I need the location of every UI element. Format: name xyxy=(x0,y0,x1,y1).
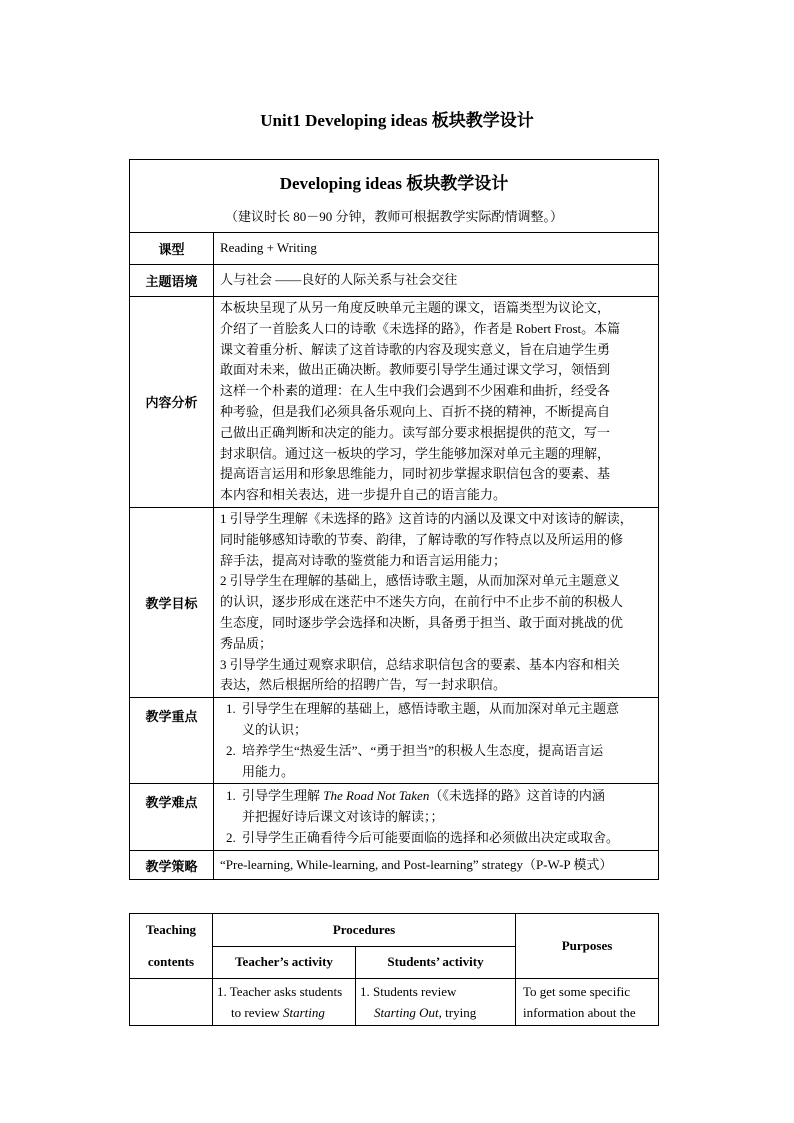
text-line: 敢面对未来，做出正确决断。教师要引导学生通过课文学习，领悟到 xyxy=(220,362,611,378)
text-line: 本板块呈现了从另一角度反映单元主题的课文，语篇类型为议论文， xyxy=(220,300,611,315)
text-line: 这样一个朴素的道理：在人生中我们会遇到不少困难和曲折，经受各 xyxy=(220,383,611,399)
text-line: 同时能够感知诗歌的节奏、韵律，了解诗歌的写作特点以及所运用的修 xyxy=(220,531,624,547)
suggested-duration: （建议时长 80－90 分钟，教师可根据教学实际酌情调整。） xyxy=(224,209,563,224)
item-number: 1. xyxy=(226,701,236,717)
teacher-activity-header: Teacher’s activity xyxy=(213,946,356,979)
teacher-activity-cell xyxy=(213,979,356,1026)
strategy-value: “Pre-learning, While-learning, and Post-learning” strategy（P-W-P 模式） xyxy=(214,851,659,880)
text-line: 提高语言运用和形象思维能力，同时初步掌握求职信包含的要素、基 xyxy=(220,466,611,482)
procedures-table xyxy=(129,913,659,1026)
text-line: 用能力。 xyxy=(242,763,295,779)
text-line: 介绍了一首脍炙人口的诗歌《未选择的路》，作者是 Robert Frost。本篇 xyxy=(220,320,621,336)
theme-label: 主题语境 xyxy=(130,265,214,297)
purposes-header: Purposes xyxy=(516,914,659,979)
cell-text: information about the xyxy=(523,1005,636,1020)
item-number: 2. xyxy=(226,742,236,758)
text-line: 1 引导学生理解《未选择的路》这首诗的内涵以及课文中对该诗的解读， xyxy=(220,510,633,526)
cell-text: 1. Teacher asks students xyxy=(217,984,343,999)
cell-text: , trying xyxy=(438,1005,477,1020)
difficulties-label: 教学难点 xyxy=(130,784,214,851)
theme-value: 人与社会 ——良好的人际关系与社会交往 xyxy=(214,265,659,297)
text-line: 秀品质； xyxy=(220,635,273,651)
item-text: （《未选择的路》这首诗的内涵 xyxy=(429,788,605,804)
text-line: 辞手法，提高对诗歌的鉴赏能力和语言运用能力； xyxy=(220,552,507,568)
key-point-item xyxy=(220,741,652,783)
cell-text: Starting xyxy=(282,1005,325,1020)
table-title: Developing ideas 板块教学设计 xyxy=(279,174,509,193)
procedures-header: Procedures xyxy=(213,914,516,947)
poem-title: The Road Not Taken xyxy=(323,788,430,804)
document-title: Unit1 Developing ideas 板块教学设计 xyxy=(260,111,534,130)
item-text: 并把握好诗后课文对该诗的解读；； xyxy=(242,808,444,824)
header-text: Teaching xyxy=(145,922,197,937)
key-points-content xyxy=(214,698,659,784)
text-line: 封求职信。通过这一板块的学习，学生能够加深对单元主题的理解， xyxy=(220,445,611,461)
strategy-label: 教学策略 xyxy=(130,851,214,880)
text-line: 2 引导学生在理解的基础上，感悟诗歌主题，从而加深对单元主题意义 xyxy=(220,573,620,589)
lesson-design-table xyxy=(129,159,659,880)
text-line: 培养学生“热爱生活”、“勇于担当”的积极人生态度，提高语言运 xyxy=(242,742,604,758)
item-number: 1. xyxy=(226,788,236,804)
objectives-label: 教学目标 xyxy=(130,507,214,697)
teaching-contents-header xyxy=(130,914,213,979)
difficulty-item xyxy=(220,786,652,828)
item-number: 2. xyxy=(226,829,236,845)
text-line: 生态度，同时逐步学会选择和决断，具备勇于担当、敢于面对挑战的优 xyxy=(220,614,624,630)
difficulties-content xyxy=(214,784,659,851)
table-title-cell xyxy=(130,160,659,233)
cell-text: To get some specific xyxy=(523,984,631,999)
item-text: 引导学生正确看待今后可能要面临的选择和必须做出决定或取舍。 xyxy=(242,829,620,845)
students-activity-header: Students’ activity xyxy=(356,946,516,979)
key-points-label: 教学重点 xyxy=(130,698,214,784)
analysis-content xyxy=(214,297,659,508)
text-line: 种考验，但是我们必须具备乐观向上、百折不挠的精神，不断提高自 xyxy=(220,403,611,419)
cell-text: to review xyxy=(231,1005,283,1020)
purposes-cell xyxy=(516,979,659,1026)
text-line: 表达，然后根据所给的招聘广告，写一封求职信。 xyxy=(220,677,507,693)
course-type-value: Reading + Writing xyxy=(214,233,659,265)
analysis-label: 内容分析 xyxy=(130,297,214,508)
students-activity-cell xyxy=(356,979,516,1026)
item-text xyxy=(242,741,652,783)
teaching-contents-cell xyxy=(130,979,213,1026)
key-point-item xyxy=(220,699,652,741)
text-line: 的认识，逐步形成在迷茫中不迷失方向，在前行中不止步不前的积极人 xyxy=(220,594,624,610)
text-line: 课文着重分析、解读了这首诗歌的内容及现实意义，旨在启迪学生勇 xyxy=(220,341,611,357)
item-text xyxy=(242,699,652,741)
text-line: 引导学生在理解的基础上，感悟诗歌主题，从而加深对单元主题意 xyxy=(242,701,620,717)
cell-text: Starting Out xyxy=(374,1005,439,1020)
cell-text: 1. Students review xyxy=(360,984,457,999)
course-type-label: 课型 xyxy=(130,233,214,265)
table-row xyxy=(130,979,659,1026)
text-line: 本内容和相关表达，进一步提升自己的语言能力。 xyxy=(220,487,507,503)
header-text: contents xyxy=(147,954,195,969)
text-line: 己做出正确判断和决定的能力。读写部分要求根据提供的范文，写一 xyxy=(220,424,611,440)
text-line: 3 引导学生通过观察求职信，总结求职信包含的要素、基本内容和相关 xyxy=(220,656,620,672)
item-text: 引导学生理解 xyxy=(242,788,324,804)
text-line: 义的认识； xyxy=(242,721,308,737)
difficulty-item xyxy=(220,828,652,849)
objectives-content xyxy=(214,507,659,697)
